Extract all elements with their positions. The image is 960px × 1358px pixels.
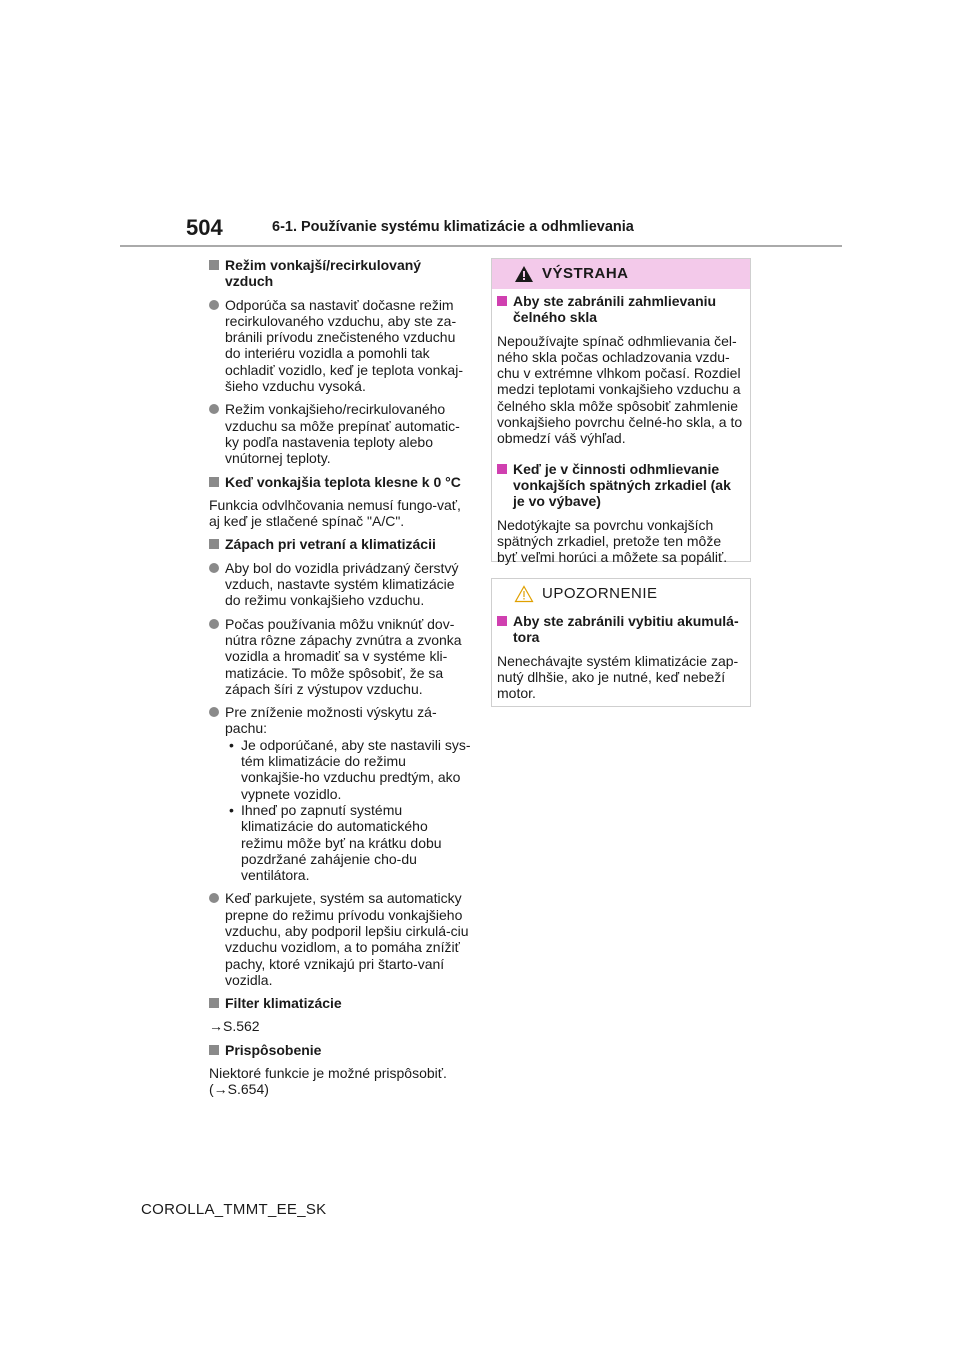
- warning-box: [491, 258, 751, 566]
- warning-triangle-icon: [514, 265, 534, 283]
- page-header: [0, 0, 960, 250]
- caution-box: [491, 578, 751, 707]
- heading-air-mode: Režim vonkajší/recirkulovaný vzduch: [209, 257, 471, 290]
- square-bullet-icon: [497, 296, 507, 306]
- sub-item: • Je odporúčané, aby ste nastavili sys-tém klimatizácie do režimu vonkajšie-ho vzduchu predtým, ako vypnete vozidlo.: [229, 736, 471, 802]
- sub-bullet-marker: •: [229, 736, 234, 753]
- bullet-item: Aby bol do vozidla privádzaný čerstvý vzduch, nastavte systém klimatizácie do režimu vonkajšieho vzduchu.: [209, 560, 471, 609]
- warning-paragraph: Nedotýkajte sa povrchu vonkajších spätných zrkadiel, pretože ten môže byť veľmi horúci a môžete sa popáliť.: [497, 516, 728, 566]
- caution-paragraph: Nenechávajte systém klimatizácie zap-nutý dlhšie, ako je nutné, keď nebeží motor.: [497, 652, 739, 702]
- paragraph: Funkcia odvlhčovania nemusí fungo-vať, aj keď je stlačené spínač "A/C".: [209, 496, 461, 530]
- warning-heading: Keď je v činnosti odhmlievanie vonkajších spätných zrkadiel (ak je vo výbave): [497, 461, 745, 510]
- square-bullet-icon: [209, 1045, 219, 1055]
- paragraph: Niektoré funkcie je možné prispôsobiť. (→S.654): [209, 1065, 447, 1098]
- section-title: 6-1. Používanie systému klimatizácie a odhmlievania: [272, 219, 634, 235]
- bullet-item: Keď parkujete, systém sa automaticky prepne do režimu prívodu vonkajšieho vzduchu, aby podporil lepšiu cirkulá-ciu vzduchu vozidlom, a to pomáha znížiť pachy, ktoré vznikajú pri štarto-vaní vozidla.: [209, 890, 471, 988]
- caution-triangle-icon: [514, 585, 534, 603]
- circle-bullet-icon: [209, 300, 219, 310]
- heading-customization: Prispôsobenie: [209, 1042, 471, 1058]
- caution-header: [492, 579, 750, 609]
- header-divider: [120, 245, 842, 247]
- circle-bullet-icon: [209, 707, 219, 717]
- square-bullet-icon: [209, 260, 219, 270]
- square-bullet-icon: [209, 477, 219, 487]
- warning-title: VÝSTRAHA: [542, 265, 629, 282]
- warning-paragraph: Nepoužívajte spínač odhmlievania čel-ného skla počas ochladzovania vzdu-chu v extrémne vlhkom počasí. Rozdiel medzi teplotami vonkajšieho vzduchu a čelného skla môže spôsobiť zahmlenie vonkajšieho povrchu čelné-ho skla, a to obmedzí váš výhľad.: [497, 332, 743, 447]
- sub-item: • Ihneď po zapnutí systému klimatizácie do automatického režimu môže byť na krátku dobu pozdržané zahájenie cho-du ventilátora.: [229, 801, 442, 884]
- sub-bullet-marker: •: [229, 801, 234, 818]
- caution-title: UPOZORNENIE: [542, 585, 658, 602]
- page-reference: →S.562: [209, 1018, 260, 1035]
- warning-heading: Aby ste zabránili zahmlievaniu čelného skla: [497, 293, 745, 326]
- document-footer: COROLLA_TMMT_EE_SK: [141, 1201, 327, 1218]
- square-bullet-icon: [497, 464, 507, 474]
- caution-body: [492, 609, 750, 701]
- caution-heading: Aby ste zabránili vybitiu akumulá-tora: [497, 613, 745, 646]
- left-column: [209, 257, 471, 1105]
- bullet-item: Režim vonkajšieho/recirkulovaného vzduchu sa môže prepínať automatic-ky podľa nastavenia teploty alebo vnútornej teploty.: [209, 401, 471, 466]
- bullet-item: Odporúča sa nastaviť dočasne režim recirkulovaného vzduchu, aby ste za-bránili prívodu znečisteného vzduchu do interiéru vozidla a pomohli tak ochladiť vozidlo, keď je teplota vonkaj-šieho vzduchu vysoká.: [209, 297, 471, 395]
- square-bullet-icon: [497, 616, 507, 626]
- heading-filter: Filter klimatizácie: [209, 995, 471, 1011]
- page-number: 504: [186, 215, 223, 240]
- heading-low-temp: Keď vonkajšia teplota klesne k 0 °C: [209, 474, 471, 490]
- square-bullet-icon: [209, 539, 219, 549]
- warning-header: [492, 259, 750, 289]
- heading-odor: Zápach pri vetraní a klimatizácii: [209, 536, 471, 552]
- warning-body: [492, 289, 750, 565]
- square-bullet-icon: [209, 998, 219, 1008]
- bullet-item: Pre zníženie možnosti výskytu zá-pachu: • Je odporúčané, aby ste nastavili sys-tém klimatizácie do režimu vonkajšie-ho vzduchu predtým, ako vypnete vozidlo. • Ihneď po zapnutí systému klimatizácie do automatického režimu môže byť na krátku dobu pozdržané zahájenie cho-du ventilátora.: [209, 704, 471, 883]
- circle-bullet-icon: [209, 893, 219, 903]
- bullet-item: Počas používania môžu vniknúť dov-nútra rôzne zápachy zvnútra a zvonka vozidla a hromadiť sa v systéme kli-matizácie. To môže spôsobiť, že sa zápach šíri z výstupov vzduchu.: [209, 616, 471, 697]
- circle-bullet-icon: [209, 619, 219, 629]
- circle-bullet-icon: [209, 404, 219, 414]
- circle-bullet-icon: [209, 563, 219, 573]
